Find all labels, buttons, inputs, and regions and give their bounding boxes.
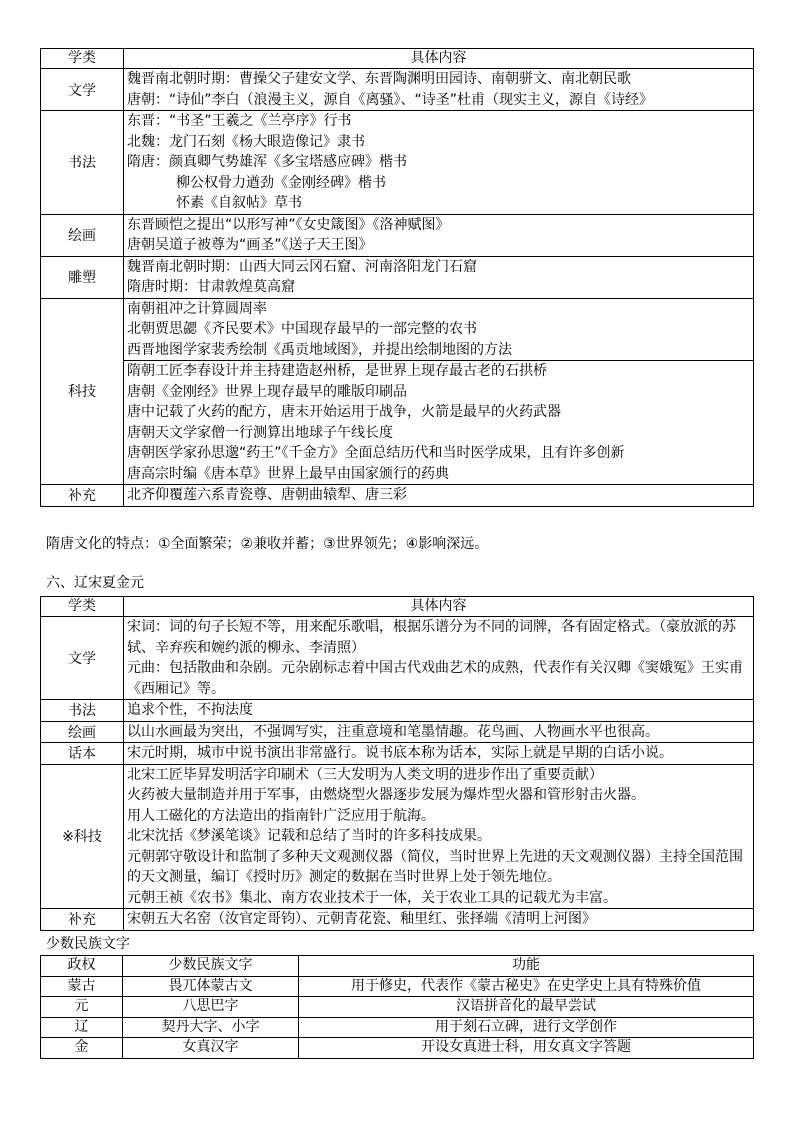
content-line: 宋词：词的句子长短不等，用来配乐歌唱，根据乐谱分为不同的词牌，各有固定格式。（豪放派的苏轼、辛弃疾和婉约派的柳永、李清照） (127, 619, 736, 656)
content-line: 柳公权骨力遒劲《金刚经碑》楷书 (176, 174, 386, 191)
content-line: 唐中记载了火药的配方，唐末开始运用于战争，火箭是最早的火药武器 (127, 404, 561, 420)
content-cell (124, 617, 754, 700)
content-line: 火药被大量制造并用于军事，由燃烧型火器逐步发展为爆炸型火器和管形射击火器。 (127, 787, 645, 803)
script-cell: 女真汉字 (123, 1038, 299, 1059)
content-line: 隋朝工匠李春设计并主持建造赵州桥，是世界上现存最古老的石拱桥 (124, 360, 753, 382)
section-title: 六、辽宋夏金元 (46, 575, 144, 591)
table-header-row (41, 597, 754, 617)
content-line: 用人工磁化的方法造出的指南针广泛应用于航海。 (127, 807, 435, 824)
content-cell (124, 764, 754, 909)
script-cell: 契丹大字、小字 (123, 1017, 299, 1038)
table-row-calligraphy (41, 700, 754, 722)
table-row-calligraphy (41, 111, 754, 215)
table-header-row (41, 956, 754, 977)
content-cell (124, 214, 754, 256)
content-line: 唐朝医学家孙思邈“药王”《千金方》全面总结历代和当时医学成果，且有许多创新 (127, 445, 625, 461)
content-line: 追求个性，不拘法度 (127, 702, 253, 718)
regime-cell: 辽 (41, 1017, 123, 1038)
content-cell (124, 700, 754, 722)
content-line: 宋元时期，城市中说书演出非常盛行。说书底本称为话本，实际上就是早期的白话小说。 (127, 745, 673, 761)
table-row-painting (41, 721, 754, 743)
content-line: 隋唐：颜真卿气势雄浑《多宝塔感应碑》楷书 (127, 154, 407, 170)
table-row-supplement (41, 909, 754, 931)
content-line: 唐朝吴道子被尊为“画圣”《送子天王图》 (127, 237, 373, 253)
table-header-row (41, 49, 754, 69)
content-line: 东晋顾恺之提出“以形写神”《女史箴图》《洛神赋图》 (127, 216, 450, 233)
header-function: 功能 (299, 956, 754, 977)
sui-tang-summary: 隋唐文化的特点：①全面繁荣；②兼收并蓄；③世界领先；④影响深远。 (46, 536, 489, 552)
category-cell: 文学 (41, 617, 124, 700)
content-cell (124, 298, 754, 485)
content-line: 元朝郭守敬设计和监制了多种天文观测仪器（简仪，当时世界上先进的天文观测仪器）主持全国范围的天文测量，编订《授时历》测定的数据在当时世界上处于领先地位。 (127, 848, 743, 885)
category-cell: ※科技 (41, 764, 124, 909)
regime-cell: 元 (41, 997, 123, 1018)
header-category: 学类 (41, 49, 124, 69)
regime-cell: 蒙古 (41, 976, 123, 997)
category-cell: 绘画 (41, 214, 124, 256)
content-line: 元朝王祯《农书》集北、南方农业技术于一体，关于农业工具的记载尤为丰富。 (127, 889, 617, 906)
script-cell: 畏兀体蒙古文 (123, 976, 299, 997)
header-regime: 政权 (41, 956, 123, 977)
header-category: 学类 (41, 597, 124, 617)
minority-scripts-title: 少数民族文字 (46, 936, 130, 952)
content-line: 魏晋南北朝时期：山西大同云冈石窟、河南洛阳龙门石窟 (127, 258, 477, 275)
category-cell: 话本 (41, 743, 124, 765)
category-cell: 文学 (41, 69, 124, 111)
content-cell (124, 743, 754, 765)
table-row (41, 976, 754, 997)
function-cell: 用于刻石立碑，进行文学创作 (299, 1017, 754, 1038)
content-line: 隋唐时期：甘肃敦煌莫高窟 (127, 279, 295, 295)
table-row (41, 997, 754, 1018)
content-line: 北宋沈括《梦溪笔谈》记载和总结了当时的许多科技成果。 (127, 828, 491, 844)
content-cell (124, 69, 754, 111)
content-line: 南朝祖冲之计算圆周率 (127, 300, 267, 317)
content-line: 元曲：包括散曲和杂剧。元杂剧标志着中国古代戏曲艺术的成熟，代表作有关汉卿《窦娥冤》王实甫《西厢记》等。 (127, 660, 743, 697)
function-cell: 汉语拼音化的最早尝试 (299, 997, 754, 1018)
content-line: 宋朝五大名窑（汝官定哥钧）、元朝青花瓷、釉里红、张择端《清明上河图》 (127, 911, 596, 927)
content-line: 北宋工匠毕昇发明活字印刷术（三大发明为人类文明的进步作出了重要贡献） (127, 766, 603, 783)
table-row (41, 1038, 754, 1059)
header-content: 具体内容 (124, 49, 754, 69)
script-cell: 八思巴字 (123, 997, 299, 1018)
content-cell (124, 256, 754, 298)
table-row-sculpture (41, 256, 754, 298)
content-line: 怀素《自叙帖》草书 (176, 195, 302, 211)
minority-scripts-table (40, 955, 754, 1059)
content-line: 西晋地图学家裴秀绘制《禹贡地域图》，并提出绘制地图的方法 (127, 341, 512, 358)
content-cell (124, 721, 754, 743)
content-line: 唐高宗时编《唐本草》世界上最早由国家颁行的药典 (127, 465, 449, 482)
table-row (41, 1017, 754, 1038)
category-cell: 补充 (41, 909, 124, 931)
table-row-literature (41, 617, 754, 700)
content-line: 北齐仰覆莲六系青瓷尊、唐朝曲辕犁、唐三彩 (127, 487, 407, 503)
content-line: 唐朝《金刚经》世界上现存最早的雕版印刷品 (127, 383, 407, 400)
table-row-storytelling (41, 743, 754, 765)
content-line: 北魏：龙门石刻《杨大眼造像记》隶书 (127, 133, 365, 150)
content-line: 东晋：“书圣”王羲之《兰亭序》行书 (127, 113, 352, 129)
table-row-literature (41, 69, 754, 111)
content-line: 唐朝：“诗仙”李白（浪漫主义，源自《离骚》、“诗圣”杜甫（现实主义，源自《诗经》 (127, 91, 654, 108)
content-cell (124, 111, 754, 215)
function-cell: 开设女真进士科，用女真文字答题 (299, 1038, 754, 1059)
function-cell: 用于修史，代表作《蒙古秘史》在史学史上具有特殊价值 (299, 976, 754, 997)
content-line: 以山水画最为突出，不强调写实，注重意境和笔墨情趣。花鸟画、人物画水平也很高。 (127, 723, 659, 740)
regime-cell: 金 (41, 1038, 123, 1059)
content-line: 北朝贾思勰《齐民要术》中国现存最早的一部完整的农书 (127, 321, 477, 337)
category-cell: 雕塑 (41, 256, 124, 298)
header-script: 少数民族文字 (123, 956, 299, 977)
sui-tang-culture-table (40, 48, 754, 507)
table-row-technology (41, 764, 754, 909)
content-cell (124, 485, 754, 507)
category-cell: 书法 (41, 111, 124, 215)
content-line: 魏晋南北朝时期：曹操父子建安文学、东晋陶渊明田园诗、南朝骈文、南北朝民歌 (127, 71, 631, 87)
category-cell: 科技 (41, 298, 124, 485)
table-row-painting (41, 214, 754, 256)
category-cell: 补充 (41, 485, 124, 507)
liao-song-xia-jin-yuan-culture-table (40, 596, 754, 931)
content-line: 唐朝天文学家僧一行测算出地球子午线长度 (127, 424, 393, 441)
category-cell: 书法 (41, 700, 124, 722)
header-content: 具体内容 (124, 597, 754, 617)
category-cell: 绘画 (41, 721, 124, 743)
content-cell (124, 909, 754, 931)
table-row-technology (41, 298, 754, 485)
table-row-supplement (41, 485, 754, 507)
